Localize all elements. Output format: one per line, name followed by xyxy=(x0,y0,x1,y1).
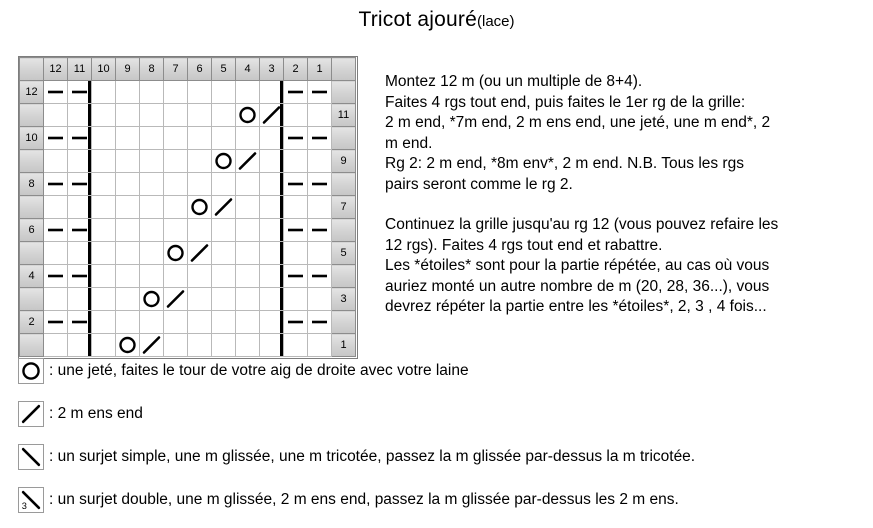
purl-symbol xyxy=(284,219,307,241)
chart-cell-r5-c1 xyxy=(308,242,332,265)
chart-cell-r7-c11 xyxy=(68,196,92,219)
chart-row-label-left-4: 4 xyxy=(20,265,44,288)
chart-row-7 xyxy=(20,196,356,219)
chart-cell-r5-c10 xyxy=(92,242,116,265)
chart-cell-r11-c11 xyxy=(68,104,92,127)
chart-row-label-left-empty xyxy=(20,334,44,357)
chart-cell-r4-c5 xyxy=(212,265,236,288)
chart-cell-r3-c11 xyxy=(68,288,92,311)
chart-header-corner-right xyxy=(332,58,356,81)
chart-row-label-right-empty xyxy=(332,265,356,288)
chart-cell-r12-c2 xyxy=(284,81,308,104)
page-title-sub: (lace) xyxy=(477,13,515,30)
chart-cell-r10-c6 xyxy=(188,127,212,150)
chart-cell-r7-c1 xyxy=(308,196,332,219)
purl-symbol xyxy=(68,265,91,287)
chart-cell-r2-c9 xyxy=(116,311,140,334)
chart-cell-r1-c9 xyxy=(116,334,140,357)
chart-cell-r8-c9 xyxy=(116,173,140,196)
chart-cell-r3-c9 xyxy=(116,288,140,311)
chart-cell-r7-c12 xyxy=(44,196,68,219)
chart-cell-r9-c4 xyxy=(236,150,260,173)
instruction-line: Faites 4 rgs tout end, puis faites le 1er rg de la grille: xyxy=(385,93,746,111)
chart-row-label-left-empty xyxy=(20,288,44,311)
legend-item xyxy=(18,442,863,471)
chart-cell-r8-c12 xyxy=(44,173,68,196)
yarn-over-symbol xyxy=(236,104,259,126)
chart-cell-r4-c11 xyxy=(68,265,92,288)
chart-cell-r3-c5 xyxy=(212,288,236,311)
chart-column-header-9: 9 xyxy=(116,58,140,81)
purl-symbol xyxy=(44,81,67,103)
purl-symbol xyxy=(68,173,91,195)
chart-cell-r10-c1 xyxy=(308,127,332,150)
chart-row-2 xyxy=(20,311,356,334)
chart-cell-r6-c7 xyxy=(164,219,188,242)
chart-cell-r11-c3 xyxy=(260,104,284,127)
chart-cell-r6-c2 xyxy=(284,219,308,242)
chart-cell-r11-c5 xyxy=(212,104,236,127)
chart-cell-r5-c4 xyxy=(236,242,260,265)
k2tog-symbol xyxy=(260,104,283,126)
chart-cell-r6-c1 xyxy=(308,219,332,242)
chart-cell-r6-c4 xyxy=(236,219,260,242)
chart-cell-r4-c8 xyxy=(140,265,164,288)
chart-cell-r9-c10 xyxy=(92,150,116,173)
chart-row-label-right-11: 11 xyxy=(332,104,356,127)
purl-symbol xyxy=(284,311,307,333)
page-title-main: Tricot ajouré xyxy=(358,8,477,31)
chart-cell-r1-c5 xyxy=(212,334,236,357)
chart-cell-r2-c1 xyxy=(308,311,332,334)
chart-row-label-right-empty xyxy=(332,219,356,242)
chart-cell-r11-c8 xyxy=(140,104,164,127)
purl-symbol xyxy=(308,265,331,287)
chart-cell-r1-c7 xyxy=(164,334,188,357)
purl-symbol xyxy=(284,265,307,287)
k2tog-symbol xyxy=(164,288,187,310)
chart-cell-r9-c12 xyxy=(44,150,68,173)
purl-symbol xyxy=(308,311,331,333)
ssk-double-badge: 3 xyxy=(21,500,27,511)
instructions-block xyxy=(385,72,867,318)
chart-header-corner-left xyxy=(20,58,44,81)
purl-symbol xyxy=(68,311,91,333)
chart-row-label-right-empty xyxy=(332,127,356,150)
purl-symbol xyxy=(308,127,331,149)
legend-item xyxy=(18,399,863,428)
chart-column-header-11: 11 xyxy=(68,58,92,81)
purl-symbol xyxy=(308,173,331,195)
chart-cell-r8-c2 xyxy=(284,173,308,196)
chart-cell-r10-c8 xyxy=(140,127,164,150)
chart-cell-r6-c3 xyxy=(260,219,284,242)
chart-cell-r6-c6 xyxy=(188,219,212,242)
chart-column-header-12: 12 xyxy=(44,58,68,81)
chart-cell-r4-c10 xyxy=(92,265,116,288)
instruction-line: Les *étoiles* sont pour la partie répétée, au cas où vous xyxy=(385,257,770,274)
instructions-paragraph-1 xyxy=(385,72,867,195)
chart-cell-r3-c8 xyxy=(140,288,164,311)
chart-column-header-4: 4 xyxy=(236,58,260,81)
chart-column-header-2: 2 xyxy=(284,58,308,81)
chart-cell-r10-c12 xyxy=(44,127,68,150)
chart-row-label-left-6: 6 xyxy=(20,219,44,242)
chart-cell-r11-c12 xyxy=(44,104,68,127)
chart-cell-r6-c8 xyxy=(140,219,164,242)
chart-row-label-right-5: 5 xyxy=(332,242,356,265)
chart-cell-r10-c2 xyxy=(284,127,308,150)
yarn-over-icon xyxy=(18,358,44,384)
chart-cell-r6-c5 xyxy=(212,219,236,242)
chart-cell-r10-c11 xyxy=(68,127,92,150)
k2tog-symbol xyxy=(236,150,259,172)
chart-cell-r1-c2 xyxy=(284,334,308,357)
chart-cell-r11-c1 xyxy=(308,104,332,127)
purl-symbol xyxy=(44,127,67,149)
instruction-line: Continuez la grille jusqu'au rg 12 (vous pouvez refaire les xyxy=(385,216,779,233)
chart-cell-r11-c10 xyxy=(92,104,116,127)
chart-cell-r3-c12 xyxy=(44,288,68,311)
chart-header-row xyxy=(20,58,356,81)
chart-row-label-left-10: 10 xyxy=(20,127,44,150)
chart-cell-r9-c5 xyxy=(212,150,236,173)
chart-cell-r12-c5 xyxy=(212,81,236,104)
purl-symbol xyxy=(68,81,91,103)
chart-row-8 xyxy=(20,173,356,196)
chart-cell-r5-c6 xyxy=(188,242,212,265)
chart-cell-r3-c4 xyxy=(236,288,260,311)
chart-column-header-3: 3 xyxy=(260,58,284,81)
chart-row-label-left-2: 2 xyxy=(20,311,44,334)
instruction-line: m end. xyxy=(385,134,433,152)
chart-cell-r8-c11 xyxy=(68,173,92,196)
chart-cell-r5-c11 xyxy=(68,242,92,265)
chart-cell-r9-c6 xyxy=(188,150,212,173)
chart-cell-r1-c3 xyxy=(260,334,284,357)
chart-cell-r11-c7 xyxy=(164,104,188,127)
chart-cell-r12-c7 xyxy=(164,81,188,104)
purl-symbol xyxy=(44,311,67,333)
ssk-double-icon xyxy=(18,487,44,513)
chart-cell-r2-c6 xyxy=(188,311,212,334)
chart-row-label-left-empty xyxy=(20,242,44,265)
yarn-over-symbol xyxy=(212,150,235,172)
chart-cell-r7-c9 xyxy=(116,196,140,219)
chart-cell-r12-c10 xyxy=(92,81,116,104)
chart-cell-r3-c2 xyxy=(284,288,308,311)
legend-item xyxy=(18,356,863,385)
chart-cell-r2-c4 xyxy=(236,311,260,334)
chart-cell-r4-c12 xyxy=(44,265,68,288)
chart-cell-r2-c3 xyxy=(260,311,284,334)
chart-row-6 xyxy=(20,219,356,242)
chart-cell-r3-c7 xyxy=(164,288,188,311)
chart-cell-r5-c9 xyxy=(116,242,140,265)
chart-column-header-10: 10 xyxy=(92,58,116,81)
chart-cell-r10-c5 xyxy=(212,127,236,150)
chart-cell-r11-c9 xyxy=(116,104,140,127)
chart-cell-r9-c2 xyxy=(284,150,308,173)
chart-row-label-left-empty xyxy=(20,150,44,173)
yarn-over-symbol xyxy=(164,242,187,264)
yarn-over-symbol xyxy=(140,288,163,310)
chart-column-header-8: 8 xyxy=(140,58,164,81)
chart-cell-r12-c3 xyxy=(260,81,284,104)
purl-symbol xyxy=(308,219,331,241)
purl-symbol xyxy=(308,81,331,103)
chart-cell-r8-c7 xyxy=(164,173,188,196)
chart-cell-r1-c4 xyxy=(236,334,260,357)
chart-cell-r2-c8 xyxy=(140,311,164,334)
yarn-over-symbol xyxy=(188,196,211,218)
instruction-line: Montez 12 m (ou un multiple de 8+4). xyxy=(385,73,643,90)
chart-column-header-6: 6 xyxy=(188,58,212,81)
chart-column-header-5: 5 xyxy=(212,58,236,81)
chart-cell-r4-c1 xyxy=(308,265,332,288)
instruction-line: auriez monté un autre nombre de m (20, 28, 36...), vous xyxy=(385,277,770,295)
chart-row-label-right-empty xyxy=(332,81,356,104)
chart-cell-r3-c6 xyxy=(188,288,212,311)
chart-cell-r8-c6 xyxy=(188,173,212,196)
chart-cell-r2-c10 xyxy=(92,311,116,334)
chart-cell-r2-c5 xyxy=(212,311,236,334)
ssk-icon xyxy=(18,444,44,470)
chart-cell-r8-c4 xyxy=(236,173,260,196)
chart-cell-r2-c11 xyxy=(68,311,92,334)
chart-cell-r10-c4 xyxy=(236,127,260,150)
chart-cell-r4-c3 xyxy=(260,265,284,288)
chart-cell-r1-c1 xyxy=(308,334,332,357)
chart-cell-r4-c4 xyxy=(236,265,260,288)
instruction-line: 2 m end, *7m end, 2 m ens end, une jeté, une m end*, 2 xyxy=(385,114,771,131)
chart-cell-r7-c7 xyxy=(164,196,188,219)
instruction-line: pairs seront comme le rg 2. xyxy=(385,175,573,193)
instructions-paragraph-2 xyxy=(385,215,867,318)
chart-cell-r12-c6 xyxy=(188,81,212,104)
knitting-chart xyxy=(19,57,356,357)
chart-cell-r5-c7 xyxy=(164,242,188,265)
chart-cell-r9-c9 xyxy=(116,150,140,173)
legend-item-label: : un surjet double, une m glissée, 2 m ens end, passez la m glissée par-dessus les 2 m ens. xyxy=(49,490,679,508)
chart-cell-r10-c7 xyxy=(164,127,188,150)
chart-cell-r7-c5 xyxy=(212,196,236,219)
chart-cell-r8-c3 xyxy=(260,173,284,196)
purl-symbol xyxy=(68,127,91,149)
chart-row-5 xyxy=(20,242,356,265)
chart-cell-r8-c8 xyxy=(140,173,164,196)
purl-symbol xyxy=(284,173,307,195)
purl-symbol xyxy=(68,219,91,241)
chart-row-label-right-1: 1 xyxy=(332,334,356,357)
chart-cell-r4-c7 xyxy=(164,265,188,288)
legend-item xyxy=(18,485,863,514)
chart-row-1 xyxy=(20,334,356,357)
chart-cell-r6-c12 xyxy=(44,219,68,242)
chart-cell-r12-c1 xyxy=(308,81,332,104)
chart-cell-r3-c3 xyxy=(260,288,284,311)
chart-cell-r12-c4 xyxy=(236,81,260,104)
chart-row-label-left-12: 12 xyxy=(20,81,44,104)
purl-symbol xyxy=(284,81,307,103)
chart-row-3 xyxy=(20,288,356,311)
legend-item-label: : un surjet simple, une m glissée, une m tricotée, passez la m glissée par-dessus la m tricotée. xyxy=(49,447,696,465)
chart-cell-r6-c10 xyxy=(92,219,116,242)
chart-cell-r8-c10 xyxy=(92,173,116,196)
chart-cell-r12-c12 xyxy=(44,81,68,104)
chart-cell-r11-c2 xyxy=(284,104,308,127)
chart-cell-r3-c1 xyxy=(308,288,332,311)
paragraph-spacer xyxy=(385,195,867,215)
chart-row-label-right-3: 3 xyxy=(332,288,356,311)
legend xyxy=(18,356,863,528)
chart-cell-r10-c10 xyxy=(92,127,116,150)
chart-cell-r8-c1 xyxy=(308,173,332,196)
chart-cell-r4-c9 xyxy=(116,265,140,288)
chart-cell-r9-c8 xyxy=(140,150,164,173)
chart-cell-r11-c6 xyxy=(188,104,212,127)
chart-cell-r7-c8 xyxy=(140,196,164,219)
chart-cell-r12-c8 xyxy=(140,81,164,104)
chart-cell-r7-c3 xyxy=(260,196,284,219)
purl-symbol xyxy=(284,127,307,149)
instruction-line: Rg 2: 2 m end, *8m env*, 2 m end. N.B. Tous les rgs xyxy=(385,155,744,172)
chart-cell-r7-c2 xyxy=(284,196,308,219)
chart-cell-r9-c11 xyxy=(68,150,92,173)
purl-symbol xyxy=(44,219,67,241)
chart-row-4 xyxy=(20,265,356,288)
instruction-line: devrez répéter la partie entre les *étoiles*, 2, 3 , 4 fois... xyxy=(385,298,767,315)
chart-cell-r4-c2 xyxy=(284,265,308,288)
page-title xyxy=(0,8,873,32)
chart-row-12 xyxy=(20,81,356,104)
chart-cell-r2-c12 xyxy=(44,311,68,334)
chart-cell-r2-c7 xyxy=(164,311,188,334)
chart-cell-r9-c7 xyxy=(164,150,188,173)
k2tog-symbol xyxy=(212,196,235,218)
chart-cell-r7-c10 xyxy=(92,196,116,219)
legend-item-label: : 2 m ens end xyxy=(49,404,143,422)
purl-symbol xyxy=(44,173,67,195)
chart-row-label-left-empty xyxy=(20,104,44,127)
k2tog-symbol xyxy=(140,334,163,356)
chart-row-10 xyxy=(20,127,356,150)
chart-cell-r3-c10 xyxy=(92,288,116,311)
chart-cell-r1-c12 xyxy=(44,334,68,357)
chart-cell-r2-c2 xyxy=(284,311,308,334)
chart-cell-r1-c6 xyxy=(188,334,212,357)
chart-cell-r12-c11 xyxy=(68,81,92,104)
chart-cell-r6-c11 xyxy=(68,219,92,242)
chart-cell-r11-c4 xyxy=(236,104,260,127)
purl-symbol xyxy=(44,265,67,287)
chart-row-label-right-empty xyxy=(332,311,356,334)
legend-item-label: : une jeté, faites le tour de votre aig de droite avec votre laine xyxy=(49,361,469,379)
chart-cell-r1-c11 xyxy=(68,334,92,357)
chart-cell-r1-c8 xyxy=(140,334,164,357)
chart-cell-r7-c4 xyxy=(236,196,260,219)
chart-column-header-7: 7 xyxy=(164,58,188,81)
chart-row-label-right-9: 9 xyxy=(332,150,356,173)
chart-row-label-right-empty xyxy=(332,173,356,196)
k2tog-symbol xyxy=(188,242,211,264)
chart-row-label-left-8: 8 xyxy=(20,173,44,196)
chart-cell-r4-c6 xyxy=(188,265,212,288)
yarn-over-symbol xyxy=(116,334,139,356)
instruction-line: 12 rgs). Faites 4 rgs tout end et rabattre. xyxy=(385,236,663,254)
chart-body xyxy=(20,58,356,357)
chart-cell-r5-c3 xyxy=(260,242,284,265)
chart-cell-r5-c5 xyxy=(212,242,236,265)
chart-cell-r5-c12 xyxy=(44,242,68,265)
chart-cell-r9-c3 xyxy=(260,150,284,173)
chart-cell-r12-c9 xyxy=(116,81,140,104)
chart-cell-r9-c1 xyxy=(308,150,332,173)
chart-column-header-1: 1 xyxy=(308,58,332,81)
chart-cell-r7-c6 xyxy=(188,196,212,219)
chart-cell-r10-c9 xyxy=(116,127,140,150)
chart-cell-r8-c5 xyxy=(212,173,236,196)
chart-row-11 xyxy=(20,104,356,127)
chart-row-label-left-empty xyxy=(20,196,44,219)
chart-cell-r5-c2 xyxy=(284,242,308,265)
chart-cell-r6-c9 xyxy=(116,219,140,242)
chart-row-9 xyxy=(20,150,356,173)
chart-cell-r1-c10 xyxy=(92,334,116,357)
chart-row-label-right-7: 7 xyxy=(332,196,356,219)
chart-cell-r5-c8 xyxy=(140,242,164,265)
k2tog-icon xyxy=(18,401,44,427)
chart-cell-r10-c3 xyxy=(260,127,284,150)
